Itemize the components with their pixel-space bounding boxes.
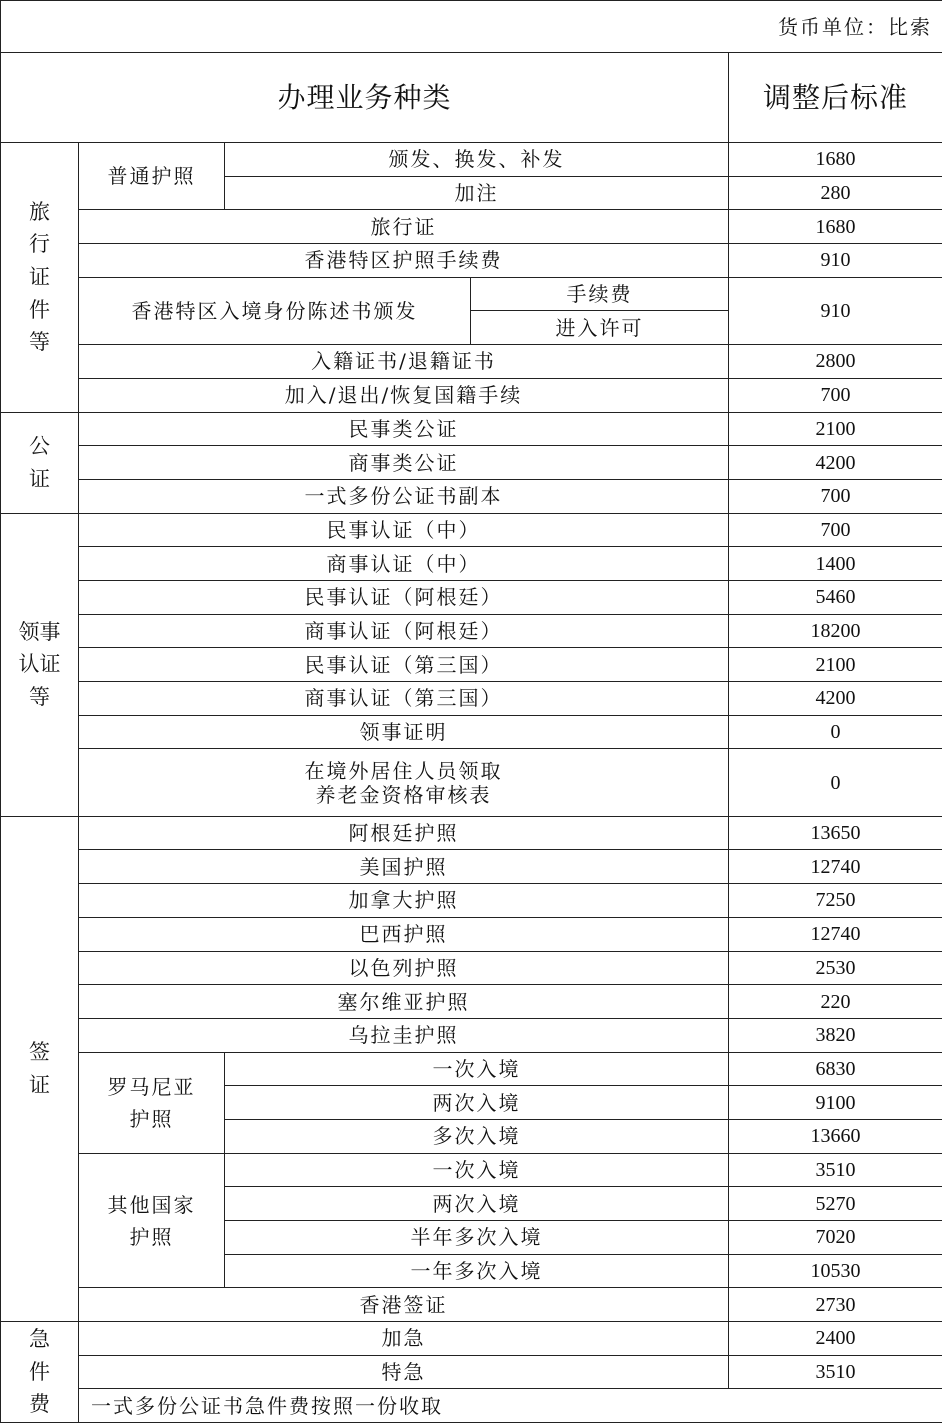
fee-value: 2730 bbox=[729, 1288, 942, 1322]
fee-value: 220 bbox=[729, 985, 942, 1019]
table-row-label: 旅行证 bbox=[79, 210, 729, 244]
fee-value: 0 bbox=[729, 715, 942, 749]
pension-line-1: 在境外居住人员领取 bbox=[79, 759, 728, 783]
table-row-label: 阿根廷护照 bbox=[79, 816, 729, 850]
fee-value: 2100 bbox=[729, 648, 942, 682]
table-row-label: 加拿大护照 bbox=[79, 884, 729, 918]
table-row-label: 商事认证（阿根廷） bbox=[79, 614, 729, 648]
fee-value: 12740 bbox=[729, 850, 942, 884]
fee-value: 0 bbox=[729, 749, 942, 816]
table-row-label: 美国护照 bbox=[79, 850, 729, 884]
fee-value: 18200 bbox=[729, 614, 942, 648]
table-row-label: 入籍证书/退籍证书 bbox=[79, 345, 729, 379]
pension-line-2: 养老金资格审核表 bbox=[79, 783, 728, 807]
fee-value: 4200 bbox=[729, 682, 942, 716]
fee-value: 12740 bbox=[729, 917, 942, 951]
fee-value: 13660 bbox=[729, 1119, 942, 1153]
category-visa: 签证 bbox=[1, 816, 79, 1321]
fee-value: 700 bbox=[729, 513, 942, 547]
table-row-label: 一次入境 bbox=[225, 1052, 729, 1086]
note-blank-cell bbox=[729, 1389, 942, 1423]
table-row-label: 加注 bbox=[225, 176, 729, 210]
fee-value: 10530 bbox=[729, 1254, 942, 1288]
fee-value: 7020 bbox=[729, 1221, 942, 1255]
table-row-label: 民事类公证 bbox=[79, 412, 729, 446]
table-row-label: 一年多次入境 bbox=[225, 1254, 729, 1288]
fee-value: 910 bbox=[729, 244, 942, 278]
ordinary-passport-label: 普通护照 bbox=[79, 143, 225, 210]
table-row-label: 香港特区护照手续费 bbox=[79, 244, 729, 278]
fee-value: 910 bbox=[729, 277, 942, 344]
header-adjusted-standard: 调整后标准 bbox=[729, 53, 942, 143]
pension-review-form-label bbox=[79, 749, 729, 816]
other-countries-passport-label bbox=[79, 1153, 225, 1288]
fee-value: 2400 bbox=[729, 1322, 942, 1356]
table-row-label: 半年多次入境 bbox=[225, 1221, 729, 1255]
table-row-label: 巴西护照 bbox=[79, 917, 729, 951]
romania-line-1: 罗马尼亚 bbox=[79, 1071, 224, 1103]
others-line-1: 其他国家 bbox=[79, 1189, 224, 1221]
table-row-label: 一式多份公证书副本 bbox=[79, 479, 729, 513]
fee-value: 2530 bbox=[729, 951, 942, 985]
table-row-label: 香港签证 bbox=[79, 1288, 729, 1322]
fee-value: 7250 bbox=[729, 884, 942, 918]
table-row-label: 民事认证（阿根廷） bbox=[79, 580, 729, 614]
header-business-type: 办理业务种类 bbox=[1, 53, 729, 143]
category-consular: 领事认证等 bbox=[1, 513, 79, 816]
table-row-label: 乌拉圭护照 bbox=[79, 1018, 729, 1052]
hk-entry-sub-handling-fee: 手续费 bbox=[471, 277, 729, 311]
hk-entry-statement-label: 香港特区入境身份陈述书颁发 bbox=[79, 277, 471, 344]
romania-line-2: 护照 bbox=[79, 1103, 224, 1135]
table-row-label: 以色列护照 bbox=[79, 951, 729, 985]
fee-value: 5460 bbox=[729, 580, 942, 614]
fee-value: 3820 bbox=[729, 1018, 942, 1052]
fee-value: 13650 bbox=[729, 816, 942, 850]
fee-value: 9100 bbox=[729, 1086, 942, 1120]
fee-value: 5270 bbox=[729, 1187, 942, 1221]
currency-unit: 货币单位：比索 bbox=[1, 1, 942, 53]
category-notary: 公证 bbox=[1, 412, 79, 513]
fee-value: 1400 bbox=[729, 547, 942, 581]
table-row-label: 两次入境 bbox=[225, 1086, 729, 1120]
fee-value: 1680 bbox=[729, 143, 942, 177]
fee-value: 3510 bbox=[729, 1153, 942, 1187]
hk-entry-sub-entry-permit: 进入许可 bbox=[471, 311, 729, 345]
urgent-note: 一式多份公证书急件费按照一份收取 bbox=[79, 1389, 729, 1423]
fee-value: 700 bbox=[729, 479, 942, 513]
table-row-label: 两次入境 bbox=[225, 1187, 729, 1221]
table-row-label: 商事认证（中） bbox=[79, 547, 729, 581]
table-row-label: 特急 bbox=[79, 1355, 729, 1389]
table-row-label: 加入/退出/恢复国籍手续 bbox=[79, 378, 729, 412]
table-row-label: 加急 bbox=[79, 1322, 729, 1356]
fee-value: 1680 bbox=[729, 210, 942, 244]
table-row-label: 一次入境 bbox=[225, 1153, 729, 1187]
table-row-label: 多次入境 bbox=[225, 1119, 729, 1153]
fee-value: 4200 bbox=[729, 446, 942, 480]
fee-value: 700 bbox=[729, 378, 942, 412]
table-row-label: 塞尔维亚护照 bbox=[79, 985, 729, 1019]
table-row-label: 商事类公证 bbox=[79, 446, 729, 480]
table-row-label: 领事证明 bbox=[79, 715, 729, 749]
others-line-2: 护照 bbox=[79, 1221, 224, 1253]
category-urgent: 急件费 bbox=[1, 1322, 79, 1423]
table-row-label: 民事认证（中） bbox=[79, 513, 729, 547]
table-row-label: 颁发、换发、补发 bbox=[225, 143, 729, 177]
table-row-label: 商事认证（第三国） bbox=[79, 682, 729, 716]
fee-value: 3510 bbox=[729, 1355, 942, 1389]
category-travel-docs: 旅行证件等 bbox=[1, 143, 79, 413]
fee-value: 6830 bbox=[729, 1052, 942, 1086]
fee-value: 2100 bbox=[729, 412, 942, 446]
fee-value: 280 bbox=[729, 176, 942, 210]
table-row-label: 民事认证（第三国） bbox=[79, 648, 729, 682]
fee-value: 2800 bbox=[729, 345, 942, 379]
romania-passport-label bbox=[79, 1052, 225, 1153]
